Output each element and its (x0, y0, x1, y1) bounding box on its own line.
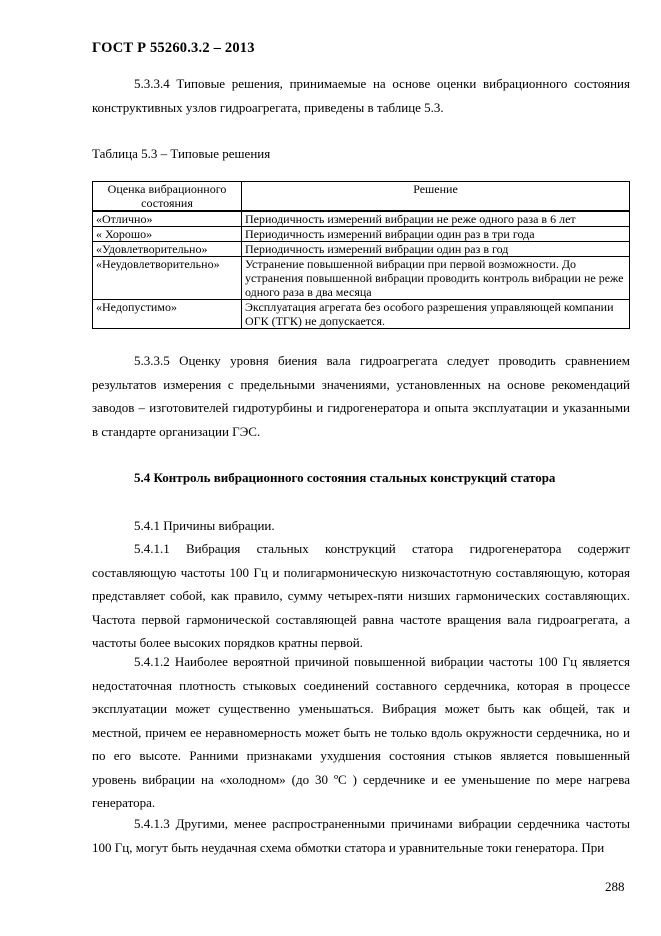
table-header-row (93, 182, 630, 212)
table-row (93, 300, 630, 329)
decision-cell: Эксплуатация агрегата без особого разрешения управляющей компании ОГК (ТГК) не допускается. (242, 300, 630, 329)
column-header-rating: Оценка вибрационного состояния (93, 182, 242, 212)
rating-cell: « Хорошо» (93, 227, 242, 242)
paragraph-5-4-1-2: 5.4.1.2 Наиболее вероятной причиной повышенной вибрации частоты 100 Гц является недостаточная плотность стыковых соединений составного сердечника, которая в процессе эксплуатации может существенно уменьшаться. Вибрация может быть как общей, так и местной, причем ее неравномерность может быть не только вдоль окружности сердечника, но и по его высоте. Ранними признаками ухудшения состояния стыков является повышенный уровень вибрации на «холодном» (до 30 ºС ) сердечнике и ее уменьшение по мере нагрева генератора. (92, 654, 630, 810)
section-heading-5-4: 5.4 Контроль вибрационного состояния стальных конструкций статора (134, 470, 556, 485)
table-row (93, 242, 630, 257)
decision-cell: Периодичность измерений вибрации один раз в год (242, 242, 630, 257)
document-header: ГОСТ Р 55260.3.2 – 2013 (92, 40, 255, 56)
rating-cell: «Недопустимо» (93, 300, 242, 329)
table-caption: Таблица 5.3 – Типовые решения (92, 146, 271, 161)
decisions-table (92, 181, 630, 329)
paragraph-5-4-1-3: 5.4.1.3 Другими, менее распространенными причинами вибрации сердечника частоты 100 Гц, могут быть неудачная схема обмотки статора и уравнительные токи генератора. При (92, 816, 630, 855)
decision-cell: Периодичность измерений вибрации один раз в три года (242, 227, 630, 242)
paragraph-5-3-3-5: 5.3.3.5 Оценку уровня биения вала гидроагрегата следует проводить сравнением результатов измерения с предельными значениями, установленных на основе рекомендаций заводов – изготовителей гидротурбины и гидрогенератора и опыта эксплуатации и указанными в стандарте организации ГЭС. (92, 353, 630, 439)
paragraph-5-4-1: 5.4.1 Причины вибрации. (134, 518, 275, 533)
rating-cell: «Отлично» (93, 211, 242, 227)
table-row (93, 257, 630, 300)
rating-cell: «Неудовлетворительно» (93, 257, 242, 300)
paragraph-5-3-3-4: 5.3.3.4 Типовые решения, принимаемые на основе оценки вибрационного состояния конструктивных узлов гидроагрегата, приведены в таблице 5.3. (92, 76, 630, 115)
decision-cell: Устранение повышенной вибрации при первой возможности. До устранения повышенной вибрации проводить контроль вибрации не реже одного раза в два месяца (242, 257, 630, 300)
column-header-decision: Решение (242, 182, 630, 212)
table-row (93, 211, 630, 227)
decision-cell: Периодичность измерений вибрации не реже одного раза в 6 лет (242, 211, 630, 227)
rating-cell: «Удовлетворительно» (93, 242, 242, 257)
paragraph-5-4-1-1: 5.4.1.1 Вибрация стальных конструкций статора гидрогенератора содержит составляющую частоты 100 Гц и полигармоническую низкочастотную составляющую, которая представляет собой, как правило, сумму четырех-пяти низших гармонических составляющих. Частота первой гармонической составляющей равна частоте вращения вала гидроагрегата, а частоты более высоких порядков кратны первой. (92, 541, 630, 650)
page-number: 288 (605, 879, 625, 894)
table-row (93, 227, 630, 242)
